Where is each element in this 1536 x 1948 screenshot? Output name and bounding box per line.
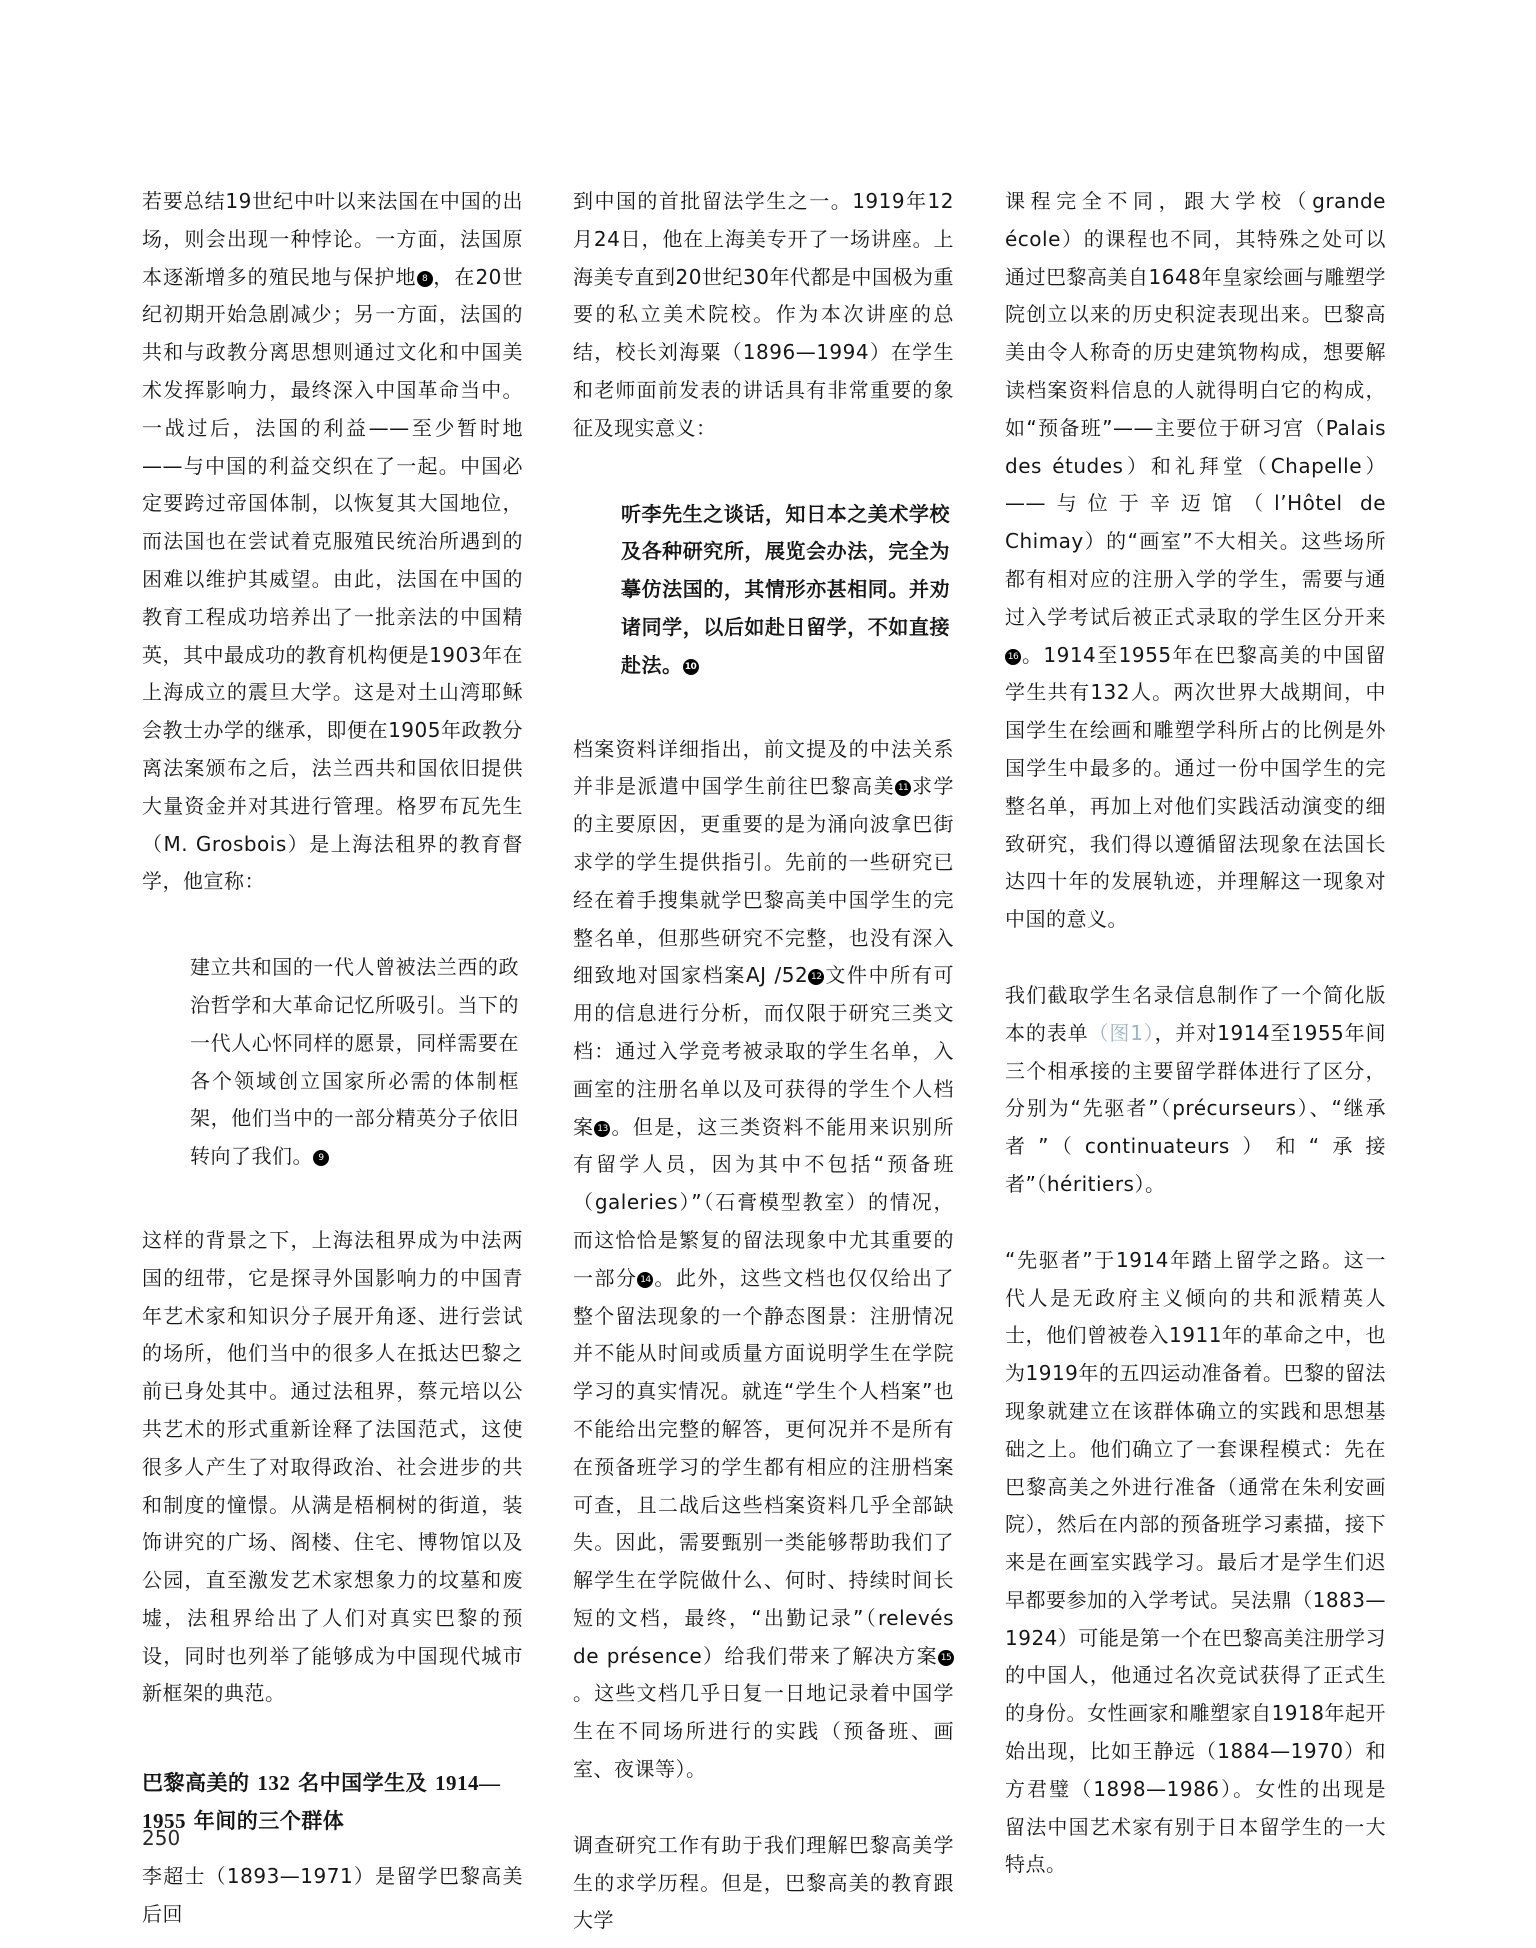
- paragraph: 我们截取学生名录信息制作了一个简化版本的表单（图1），并对1914至1955年间三个相承接的主要留学群体进行了区分，分别为“先驱者”（précurseurs）、“继承者”（continuateurs）和“承接者”（héritiers）。: [1005, 982, 1387, 1196]
- footnote-marker: 16: [1005, 649, 1021, 665]
- footnote-marker: 14: [637, 1272, 653, 1288]
- block-quote: 建立共和国的一代人曾被法兰西的政治哲学和大革命记忆所吸引。当下的一代人心怀同样的愿景，同样需要在各个领域创立国家所必需的体制框架，他们当中的一部分精英分子依旧转向了我们。 9: [190, 955, 519, 1169]
- footnote-marker: 10: [683, 659, 699, 675]
- paragraph: 课程完全不同，跟大学校（grande école）的课程也不同，其特殊之处可以通过巴黎高美自1648年皇家绘画与雕塑学院创立以来的历史积淀表现出来。巴黎高美由令人称奇的历史建筑物构成，想要解读档案资料信息的人就得明白它的构成，如“预备班”——主要位于研习宫（Palais des études）和礼拜堂（Chapelle）——与位于辛迈馆（l’Hôtel de Chimay）的“画室”不大相关。这些场所都有相对应的注册入学的学生，需要与通过入学考试后被正式录取的学生区分开来16 。1914至1955年在巴黎高美的中国留学生共有132人。两次世界大战期间，中国学生在绘画和雕塑学科所占的比例是外国学生中最多的。通过一份中国学生的完整名单，再加上对他们实践活动演变的细致研究，我们得以遵循留法现象在法国长达四十年的发展轨迹，并理解这一现象对中国的意义。: [1005, 189, 1386, 932]
- block-quote: 听李先生之谈话，知日本之美术学校及各种研究所，展览会办法，完全为摹仿法国的，其情形亦甚相同。并劝诸同学，以后如赴日留学，不如直接赴法。 10: [621, 501, 950, 677]
- paragraph: 调查研究工作有助于我们理解巴黎高美学生的求学历程。但是，巴黎高美的教育跟大学: [573, 1832, 954, 1933]
- footnote-marker: 9: [313, 1150, 329, 1166]
- page-number: 250: [142, 1826, 181, 1850]
- footnote-marker: 13: [594, 1121, 610, 1137]
- column-middle: [573, 183, 954, 1940]
- footnote-marker: 15: [938, 1650, 954, 1666]
- paragraph: 到中国的首批留法学生之一。1919年12月24日，他在上海美专开了一场讲座。上海美专直到20世纪30年代都是中国极为重要的私立美术院校。作为本次讲座的总结，校长刘海粟（1896—1994）在学生和老师面前发表的讲话具有非常重要的象征及现实意义：: [573, 189, 954, 440]
- paragraph: “先驱者”于1914年踏上留学之路。这一代人是无政府主义倾向的共和派精英人士，他们曾被卷入1911年的革命之中，也为1919年的五四运动准备着。巴黎的留法现象就建立在该群体确立的实践和思想基础之上。他们确立了一套课程模式：先在巴黎高美之外进行准备（通常在朱利安画院），然后在内部的预备班学习素描，接下来是在画室实践学习。最后才是学生们迟早都要参加的入学考试。吴法鼎（1883—1924）可能是第一个在巴黎高美注册学习的中国人，他通过名次竞试获得了正式生的身份。女性画家和雕塑家自1918年起开始出现，比如王静远（1884—1970）和方君璧（1898—1986）。女性的出现是留法中国艺术家有别于日本留学生的一大特点。: [1005, 1247, 1386, 1877]
- paragraph: 这样的背景之下，上海法租界成为中法两国的纽带，它是探寻外国影响力的中国青年艺术家和知识分子展开角逐、进行尝试的场所，他们当中的很多人在抵达巴黎之前已身处其中。通过法租界，蔡元培以公共艺术的形式重新诠释了法国范式，这使很多人产生了对取得政治、社会进步的共和制度的憧憬。从满是梧桐树的街道，装饰讲究的广场、阁楼、住宅、博物馆以及公园，直至激发艺术家想象力的坟墓和废墟，法租界给出了人们对真实巴黎的预设，同时也列举了能够成为中国现代城市新框架的典范。: [142, 1227, 523, 1706]
- column-left: [142, 183, 523, 1934]
- column-right: [1005, 183, 1386, 1884]
- figure-1-reference[interactable]: （图1）: [1088, 1020, 1155, 1045]
- paragraph: 档案资料详细指出，前文提及的中法关系并非是派遣中国学生前往巴黎高美 11 求学的主要原因，更重要的是为涌向波拿巴街求学的学生提供指引。先前的一些研究已经在着手搜集就学巴黎高美中国学生的完整名单，但那些研究不完整，也没有深入细致地对国家档案AJ /52 12 文件中所有可用的信息进行分析，而仅限于研究三类文档：通过入学竞考被录取的学生名单，入画室的注册名单以及可获得的学生个人档案 13 。但是，这三类资料不能用来识别所有留学人员，因为其中不包括“预备班（galeries）”（石膏模型教室）的情况，而这恰恰是繁复的留法现象中尤其重要的一部分 14 。此外，这些文档也仅仅给出了整个留法现象的一个静态图景：注册情况并不能从时间或质量方面说明学生在学院学习的真实情况。就连“学生个人档案”也不能给出完整的解答，更何况并不是所有在预备班学习的学生都有相应的注册档案可查，且二战后这些档案资料几乎全部缺失。因此，需要甄别一类能够帮助我们了解学生在学院做什么、何时、持续时间长短的文档，最终，“出勤记录”（relevés de présence）给我们带来了解决方案 15。这些文档几乎日复一日地记录着中国学生在不同场所进行的实践（预备班、画室、夜课等）。: [573, 736, 955, 1782]
- footnote-marker: 12: [808, 969, 824, 985]
- section-heading: 巴黎高美的 132 名中国学生及 1914—1955 年间的三个群体: [142, 1771, 501, 1834]
- paragraph: 李超士（1893—1971）是留学巴黎高美后回: [142, 1864, 523, 1927]
- paragraph: 若要总结19世纪中叶以来法国在中国的出场，则会出现一种悖论。一方面，法国原本逐渐增多的殖民地与保护地 8 ，在20世纪初期开始急剧减少；另一方面，法国的共和与政教分离思想则通过文化和中国美术发挥影响力，最终深入中国革命当中。一战过后，法国的利益——至少暂时地——与中国的利益交织在了一起。中国必定要跨过帝国体制，以恢复其大国地位，而法国也在尝试着克服殖民统治所遇到的困难以维护其威望。由此，法国在中国的教育工程成功培养出了一批亲法的中国精英，其中最成功的教育机构便是1903年在上海成立的震旦大学。这是对土山湾耶稣会教士办学的继承，即便在1905年政教分离法案颁布之后，法兰西共和国依旧提供大量资金并对其进行管理。格罗布瓦先生（M. Grosbois）是上海法租界的教育督学，他宣称：: [142, 189, 524, 894]
- footnote-marker: 11: [895, 780, 911, 796]
- footnote-marker: 8: [417, 271, 433, 287]
